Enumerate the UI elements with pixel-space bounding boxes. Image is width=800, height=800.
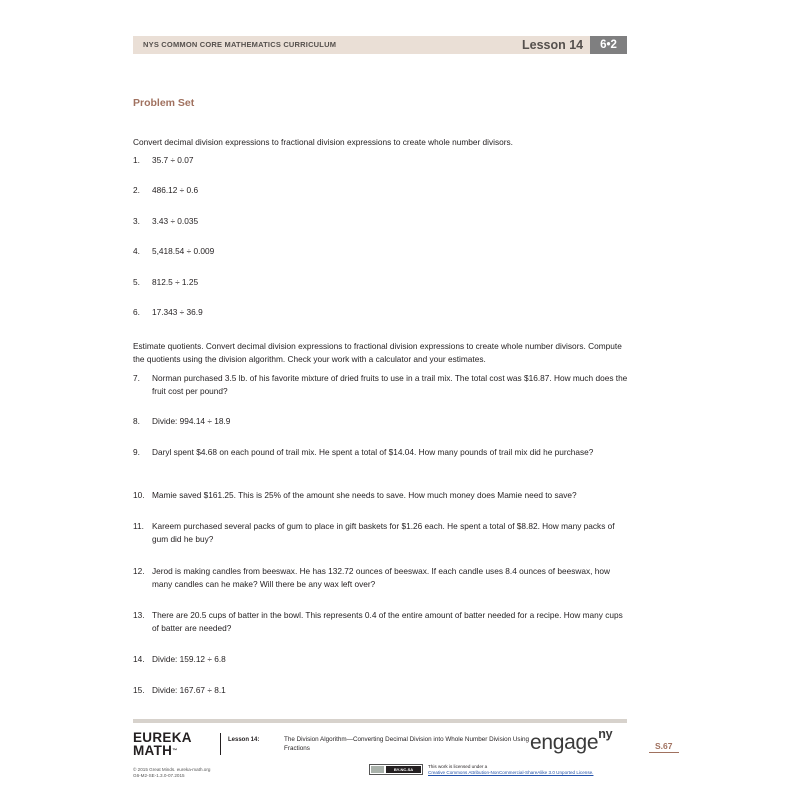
problem-text: Divide: 167.67 ÷ 8.1	[152, 685, 226, 695]
problem-text: 812.5 ÷ 1.25	[152, 277, 199, 287]
cc-license-badge[interactable]	[369, 764, 423, 775]
problem-number: 4.	[133, 246, 140, 256]
license-link[interactable]: Creative Commons Attribution-NonCommercial-ShareAlike 3.0 Unported License.	[428, 769, 594, 775]
license-note	[428, 764, 593, 775]
logo-line-1: EUREKA	[133, 730, 192, 745]
page-number-rule	[649, 752, 679, 753]
problem-number: 3.	[133, 216, 140, 226]
problem-text: 17.343 ÷ 36.9	[152, 307, 203, 317]
problem-number: 10.	[133, 490, 145, 500]
footer-lesson: Lesson 14:	[228, 737, 260, 743]
problem-text: Jerod is making candles from beeswax. He has 132.72 ounces of beeswax. If each candle uses 8.4 ounces of beeswax, how many candles can he make? Will there be any wax left over?	[152, 566, 610, 589]
engage-text: engage	[530, 731, 599, 754]
problem-text: There are 20.5 cups of batter in the bowl. This represents 0.4 of the entire amount of batter needed for a recipe. How many cups of batter are needed?	[152, 610, 623, 633]
engage-ny: ny	[598, 727, 613, 741]
problem-number: 9.	[133, 447, 140, 457]
instructions-part2: Estimate quotients. Convert decimal division expressions to fractional division expressions to create whole number divisors. Compute the quotients using the division algorithm. Check your work with a calculator and your estimates.	[133, 341, 622, 364]
copyright	[133, 767, 210, 779]
logo-math: MATH	[133, 742, 173, 758]
cc-icon	[371, 766, 384, 773]
problem-number: 12.	[133, 566, 145, 576]
problem-number: 11.	[133, 521, 144, 531]
footer-rule	[133, 719, 627, 723]
problem-number: 5.	[133, 277, 140, 287]
logo-tm: ™	[172, 747, 178, 754]
problem-number: 6.	[133, 307, 140, 317]
problem-text: Norman purchased 3.5 lb. of his favorite mixture of dried fruits to use in a trail mix. The total cost was $16.87. How much does the fruit cost per pound?	[152, 373, 628, 396]
problem-text: 5,418.54 ÷ 0.009	[152, 246, 215, 256]
footer-lesson-description: The Division Algorithm—Converting Decimal Division into Whole Number Division Using Fractions	[284, 736, 529, 752]
problem-text: Divide: 159.12 ÷ 6.8	[152, 654, 226, 664]
problem-text: Mamie saved $161.25. This is 25% of the amount she needs to save. How much money does Mamie need to save?	[152, 490, 577, 500]
problem-text: Daryl spent $4.68 on each pound of trail mix. He spent a total of $14.04. How many pounds of trail mix did he purchase?	[152, 447, 594, 457]
problem-text: 3.43 ÷ 0.035	[152, 216, 199, 226]
instructions-part1: Convert decimal division expressions to fractional division expressions to create whole number divisors.	[133, 137, 513, 147]
problem-number: 1.	[133, 155, 140, 165]
page-number: S.67	[655, 741, 673, 751]
problem-number: 14.	[133, 654, 145, 664]
problem-text: Divide: 994.14 ÷ 18.9	[152, 416, 231, 426]
copyright-line-1: © 2015 Great Minds. eureka-math.org	[133, 767, 211, 772]
problem-text: 35.7 ÷ 0.07	[152, 155, 194, 165]
engageny-logo	[530, 727, 613, 755]
grade-badge: 6•2	[590, 36, 627, 54]
logo-line-2	[133, 742, 192, 758]
problem-number: 7.	[133, 373, 140, 383]
eureka-math-logo	[133, 732, 192, 757]
problem-number: 15.	[133, 685, 145, 695]
problem-text: Kareem purchased several packs of gum to place in gift baskets for $1.26 each. He spent a total of $8.82. How many packs of gum did he buy?	[152, 521, 615, 544]
problem-number: 13.	[133, 610, 145, 620]
footer-divider	[220, 733, 221, 755]
problem-text: 486.12 ÷ 0.6	[152, 185, 199, 195]
problem-number: 2.	[133, 185, 140, 195]
curriculum-title: NYS COMMON CORE MATHEMATICS CURRICULUM	[143, 40, 337, 49]
license-line-1: This work is licensed under a	[428, 764, 488, 769]
copyright-line-2: G6-M2-SE-1.3.0-07.2015	[133, 773, 185, 778]
page-title: Problem Set	[133, 97, 195, 109]
problem-number: 8.	[133, 416, 140, 426]
lesson-label: Lesson 14	[522, 38, 584, 52]
cc-badge-text: BY-NC-SA	[386, 766, 421, 773]
